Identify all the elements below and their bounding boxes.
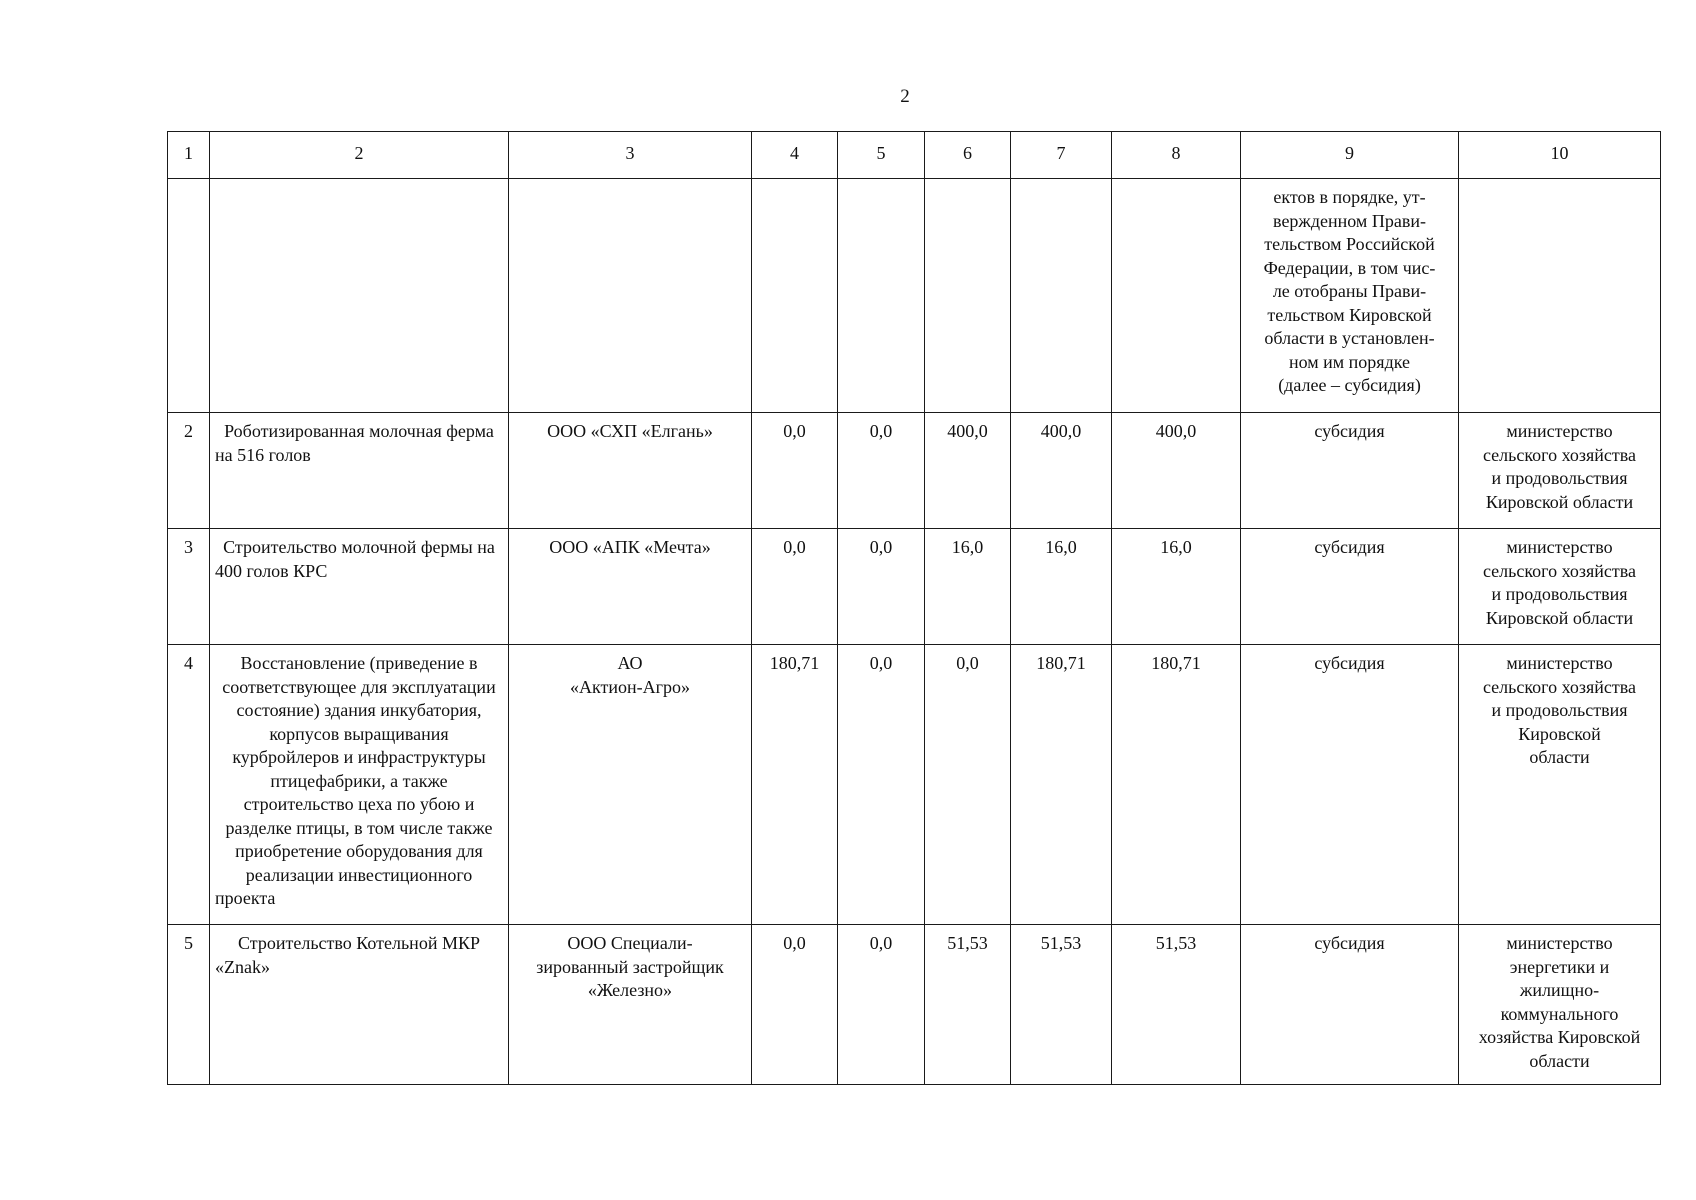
table-row: [168, 413, 1661, 529]
text-line: министерство: [1506, 421, 1613, 441]
project-name: Восстановление (приведение в соответствующее для эксплуатации состояние) здания инкубатория, корпусов выращивания курбройлеров и инфраструктуры птицефабрики, а также строительство цеха по убою и разделке птицы, в том числе также приобретение оборудования для реализации инвестиционного проекта: [210, 645, 509, 925]
text-line: (далее – субсидия): [1278, 375, 1421, 395]
text-line: АО: [617, 653, 643, 673]
text-line: ном им порядке: [1288, 351, 1411, 372]
header-cell-4: 4: [752, 132, 838, 179]
value-col6: 51,53: [925, 925, 1011, 1085]
value-col8: 180,71: [1112, 645, 1241, 925]
value-col7: 400,0: [1011, 413, 1112, 529]
header-cell-2: 2: [210, 132, 509, 179]
empty-cell: [1459, 179, 1661, 413]
header-cell-3: 3: [509, 132, 752, 179]
text-line: хозяйства Кировской: [1478, 1027, 1641, 1047]
project-name: Строительство Котельной МКР «Znak»: [210, 925, 509, 1085]
text-line: области в установлен-: [1264, 328, 1435, 348]
ministry: [1459, 925, 1661, 1085]
funding-source: субсидия: [1241, 529, 1459, 645]
text-line: ле отобраны Прави-: [1272, 281, 1427, 301]
text-line: энергетики и: [1509, 956, 1610, 977]
text-line: министерство: [1506, 653, 1613, 673]
funding-source: субсидия: [1241, 925, 1459, 1085]
table-row: [168, 529, 1661, 645]
header-cell-7: 7: [1011, 132, 1112, 179]
text-line: и продовольствия: [1491, 468, 1628, 488]
organization: [509, 413, 752, 529]
empty-cell: [752, 179, 838, 413]
text-line: тельством Российской: [1264, 234, 1435, 254]
empty-cell: [1011, 179, 1112, 413]
text-line: коммунального: [1500, 1003, 1619, 1024]
value-col6: 400,0: [925, 413, 1011, 529]
text-line: сельского хозяйства: [1482, 676, 1637, 697]
header-row: [168, 132, 1661, 179]
text-line: министерство: [1506, 537, 1613, 557]
value-col5: 0,0: [838, 413, 925, 529]
value-col5: 0,0: [838, 925, 925, 1085]
value-col8: 400,0: [1112, 413, 1241, 529]
header-cell-10: 10: [1459, 132, 1661, 179]
value-col5: 0,0: [838, 645, 925, 925]
text-line: Кировской области: [1485, 491, 1634, 512]
text-line: министерство: [1506, 933, 1613, 953]
text-line: ООО «СХП «Елгань»: [547, 421, 713, 441]
text-line: Кировской: [1518, 723, 1601, 744]
text-line: тельством Кировской: [1267, 304, 1432, 325]
text-line: жилищно-: [1519, 980, 1600, 1000]
text-line: области: [1529, 747, 1590, 767]
value-col4: 0,0: [752, 925, 838, 1085]
continuation-row: [168, 179, 1661, 413]
empty-cell: [838, 179, 925, 413]
value-col5: 0,0: [838, 529, 925, 645]
project-name: Строительство молочной фермы на 400 голов КРС: [210, 529, 509, 645]
row-number: 2: [168, 413, 210, 529]
text-line: сельского хозяйства: [1482, 560, 1637, 581]
organization: [509, 529, 752, 645]
text-line: области: [1529, 1050, 1590, 1071]
header-cell-9: 9: [1241, 132, 1459, 179]
text-line: и продовольствия: [1491, 584, 1628, 604]
value-col7: 16,0: [1011, 529, 1112, 645]
value-col7: 51,53: [1011, 925, 1112, 1085]
text-line: зированный застройщик: [536, 956, 724, 977]
ministry: [1459, 529, 1661, 645]
row-number: 4: [168, 645, 210, 925]
value-col7: 180,71: [1011, 645, 1112, 925]
value-col4: 0,0: [752, 413, 838, 529]
text-line: ООО Специали-: [567, 933, 693, 953]
empty-cell: [210, 179, 509, 413]
funding-source: субсидия: [1241, 645, 1459, 925]
empty-cell: [168, 179, 210, 413]
organization: [509, 645, 752, 925]
empty-cell: [509, 179, 752, 413]
project-name: Роботизированная молочная ферма на 516 голов: [210, 413, 509, 529]
funding-source-continuation: [1241, 179, 1459, 413]
text-line: Федерации, в том чис-: [1263, 257, 1436, 278]
text-line: Кировской области: [1485, 607, 1634, 628]
value-col4: 0,0: [752, 529, 838, 645]
value-col6: 0,0: [925, 645, 1011, 925]
text-line: сельского хозяйства: [1482, 444, 1637, 465]
table-row: [168, 925, 1661, 1085]
funding-source: субсидия: [1241, 413, 1459, 529]
value-col8: 51,53: [1112, 925, 1241, 1085]
text-line: «Железно»: [587, 980, 673, 1000]
program-table: [167, 131, 1661, 1085]
organization: [509, 925, 752, 1085]
empty-cell: [1112, 179, 1241, 413]
ministry: [1459, 413, 1661, 529]
empty-cell: [925, 179, 1011, 413]
header-cell-6: 6: [925, 132, 1011, 179]
value-col8: 16,0: [1112, 529, 1241, 645]
header-cell-1: 1: [168, 132, 210, 179]
text-line: «Актион-Агро»: [569, 676, 690, 697]
table-row: [168, 645, 1661, 925]
ministry: [1459, 645, 1661, 925]
value-col6: 16,0: [925, 529, 1011, 645]
text-line: ООО «АПК «Мечта»: [549, 537, 711, 557]
value-col4: 180,71: [752, 645, 838, 925]
header-cell-5: 5: [838, 132, 925, 179]
text-line: ектов в порядке, ут-: [1273, 187, 1426, 207]
page-number: 2: [900, 86, 910, 107]
text-line: и продовольствия: [1491, 700, 1628, 720]
row-number: 5: [168, 925, 210, 1085]
header-cell-8: 8: [1112, 132, 1241, 179]
text-line: вержденном Прави-: [1273, 210, 1426, 231]
row-number: 3: [168, 529, 210, 645]
